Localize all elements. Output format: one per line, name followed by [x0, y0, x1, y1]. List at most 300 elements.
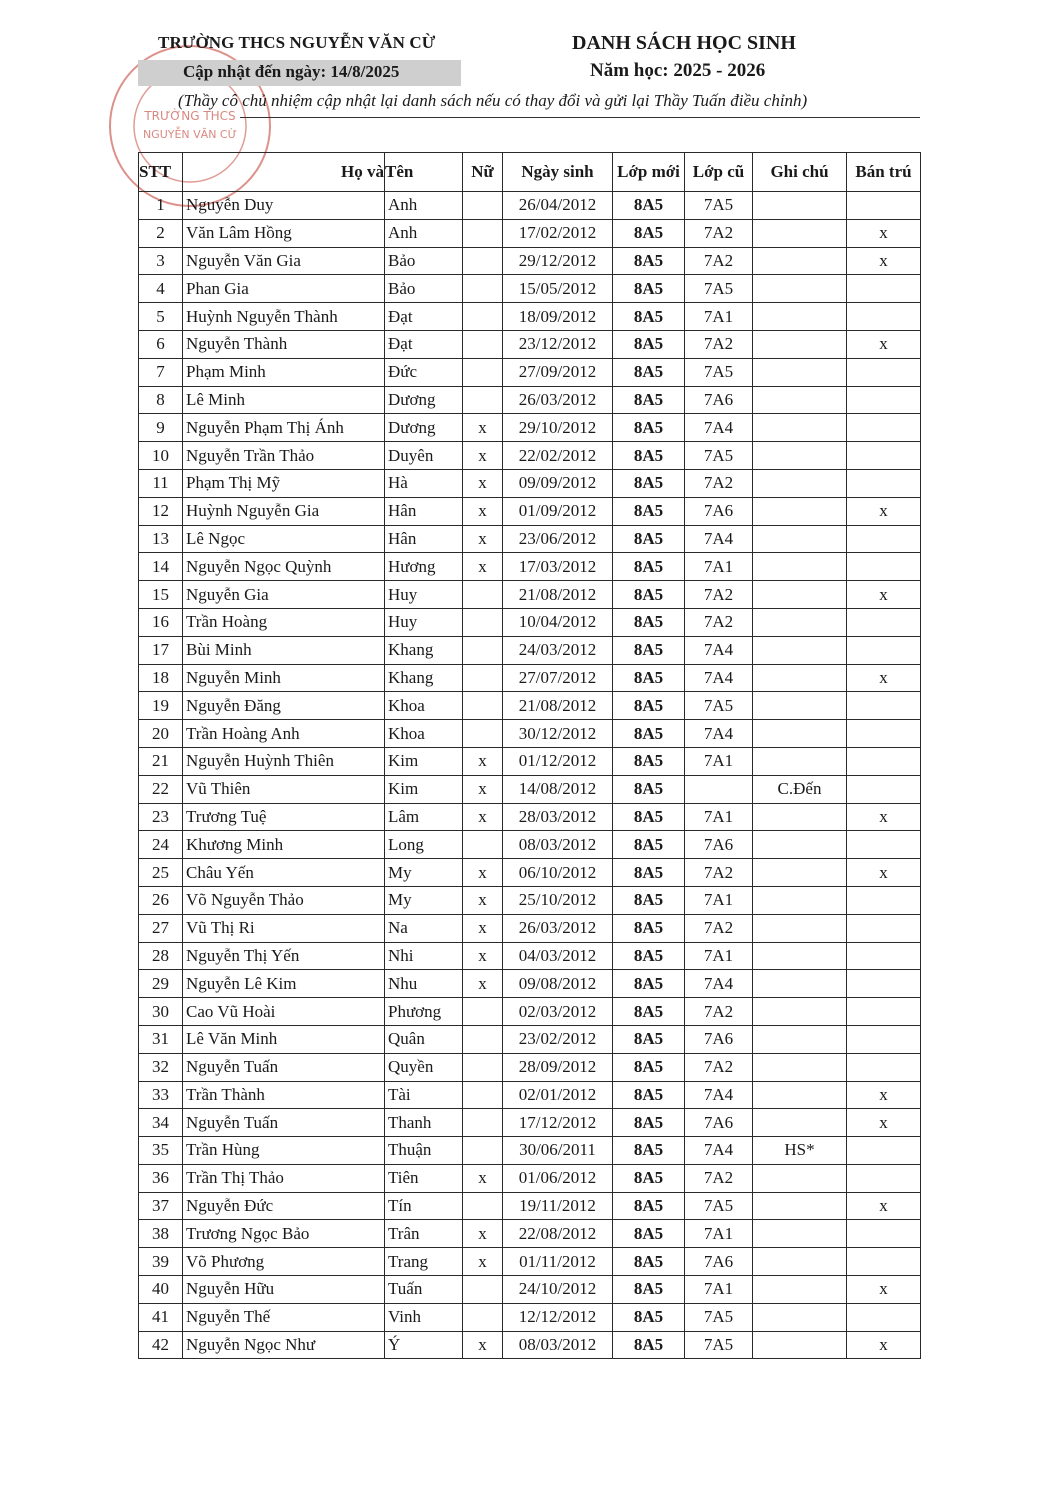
cell-lop-moi: 8A5 [613, 525, 685, 553]
cell-lop-cu: 7A1 [685, 1276, 753, 1304]
cell-ho: Nguyễn Ngọc Như [183, 1331, 385, 1359]
cell-lop-cu: 7A1 [685, 803, 753, 831]
cell-stt: 39 [139, 1248, 183, 1276]
cell-nu [463, 192, 503, 220]
cell-ho: Võ Nguyễn Thảo [183, 886, 385, 914]
cell-ban-tru [847, 275, 921, 303]
cell-stt: 2 [139, 219, 183, 247]
cell-stt: 18 [139, 664, 183, 692]
table-row [139, 664, 921, 692]
cell-nu [463, 330, 503, 358]
table-row [139, 469, 921, 497]
table-row [139, 1276, 921, 1304]
cell-ban-tru [847, 886, 921, 914]
table-header-row [139, 153, 921, 192]
cell-ngay-sinh: 30/12/2012 [503, 720, 613, 748]
cell-ho: Nguyễn Thị Yến [183, 942, 385, 970]
cell-ngay-sinh: 17/02/2012 [503, 219, 613, 247]
cell-ten: Thanh [385, 1109, 463, 1137]
cell-ngay-sinh: 19/11/2012 [503, 1192, 613, 1220]
cell-ngay-sinh: 25/10/2012 [503, 886, 613, 914]
cell-lop-cu: 7A5 [685, 442, 753, 470]
col-header-lop-cu: Lớp cũ [685, 153, 753, 192]
cell-ten: Quân [385, 1025, 463, 1053]
cell-ghi-chu [753, 970, 847, 998]
cell-nu: x [463, 442, 503, 470]
cell-ho: Nguyễn Ngọc Quỳnh [183, 553, 385, 581]
cell-lop-cu: 7A2 [685, 608, 753, 636]
cell-ngay-sinh: 09/09/2012 [503, 469, 613, 497]
cell-ban-tru [847, 386, 921, 414]
cell-ngay-sinh: 26/03/2012 [503, 914, 613, 942]
cell-lop-cu: 7A6 [685, 386, 753, 414]
cell-ghi-chu [753, 1276, 847, 1304]
cell-ho: Nguyễn Đăng [183, 692, 385, 720]
cell-ngay-sinh: 22/08/2012 [503, 1220, 613, 1248]
cell-ngay-sinh: 21/08/2012 [503, 692, 613, 720]
cell-lop-moi: 8A5 [613, 1303, 685, 1331]
cell-ngay-sinh: 17/03/2012 [503, 553, 613, 581]
cell-ten: Khang [385, 664, 463, 692]
cell-lop-cu: 7A1 [685, 553, 753, 581]
cell-nu [463, 692, 503, 720]
cell-nu [463, 1192, 503, 1220]
cell-lop-moi: 8A5 [613, 386, 685, 414]
cell-nu: x [463, 775, 503, 803]
cell-lop-cu: 7A4 [685, 525, 753, 553]
cell-ngay-sinh: 29/10/2012 [503, 414, 613, 442]
cell-lop-moi: 8A5 [613, 747, 685, 775]
cell-lop-cu: 7A2 [685, 998, 753, 1026]
cell-ghi-chu [753, 1303, 847, 1331]
cell-ngay-sinh: 27/07/2012 [503, 664, 613, 692]
cell-ten: Nhi [385, 942, 463, 970]
cell-lop-moi: 8A5 [613, 219, 685, 247]
cell-ngay-sinh: 15/05/2012 [503, 275, 613, 303]
document-title: DANH SÁCH HỌC SINH [572, 32, 796, 54]
cell-ban-tru: x [847, 1276, 921, 1304]
cell-ban-tru [847, 942, 921, 970]
cell-lop-moi: 8A5 [613, 692, 685, 720]
cell-ban-tru: x [847, 803, 921, 831]
cell-ten: My [385, 886, 463, 914]
cell-stt: 34 [139, 1109, 183, 1137]
cell-stt: 32 [139, 1053, 183, 1081]
cell-lop-moi: 8A5 [613, 275, 685, 303]
table-row [139, 720, 921, 748]
table-row [139, 1303, 921, 1331]
cell-lop-cu: 7A5 [685, 1303, 753, 1331]
cell-stt: 3 [139, 247, 183, 275]
cell-ten: Tiên [385, 1164, 463, 1192]
cell-ban-tru [847, 998, 921, 1026]
cell-stt: 12 [139, 497, 183, 525]
cell-lop-moi: 8A5 [613, 303, 685, 331]
cell-ghi-chu [753, 1220, 847, 1248]
cell-nu: x [463, 525, 503, 553]
cell-ho: Nguyễn Văn Gia [183, 247, 385, 275]
cell-ghi-chu [753, 192, 847, 220]
table-row [139, 581, 921, 609]
cell-ngay-sinh: 26/03/2012 [503, 386, 613, 414]
cell-nu [463, 608, 503, 636]
cell-ghi-chu [753, 859, 847, 887]
cell-ghi-chu [753, 469, 847, 497]
cell-ho: Phan Gia [183, 275, 385, 303]
cell-ghi-chu [753, 692, 847, 720]
table-row [139, 886, 921, 914]
cell-lop-cu: 7A4 [685, 970, 753, 998]
cell-ten: Bảo [385, 275, 463, 303]
cell-ten: Hân [385, 497, 463, 525]
cell-ban-tru [847, 414, 921, 442]
cell-ho: Châu Yến [183, 859, 385, 887]
cell-ten: Trang [385, 1248, 463, 1276]
cell-ban-tru [847, 1053, 921, 1081]
cell-ten: My [385, 859, 463, 887]
cell-ten: Tuấn [385, 1276, 463, 1304]
cell-lop-cu: 7A1 [685, 1220, 753, 1248]
cell-ban-tru [847, 1248, 921, 1276]
cell-ngay-sinh: 12/12/2012 [503, 1303, 613, 1331]
cell-nu [463, 358, 503, 386]
table-row [139, 1109, 921, 1137]
cell-lop-moi: 8A5 [613, 720, 685, 748]
cell-stt: 23 [139, 803, 183, 831]
cell-lop-moi: 8A5 [613, 608, 685, 636]
cell-ten: Trân [385, 1220, 463, 1248]
cell-ban-tru: x [847, 664, 921, 692]
cell-ban-tru [847, 636, 921, 664]
cell-ho: Huỳnh Nguyễn Thành [183, 303, 385, 331]
table-row [139, 1025, 921, 1053]
cell-ngay-sinh: 21/08/2012 [503, 581, 613, 609]
cell-ngay-sinh: 02/01/2012 [503, 1081, 613, 1109]
cell-ngay-sinh: 22/02/2012 [503, 442, 613, 470]
col-header-ghi-chu: Ghi chú [753, 153, 847, 192]
cell-ban-tru [847, 1164, 921, 1192]
cell-ngay-sinh: 23/12/2012 [503, 330, 613, 358]
table-row [139, 1081, 921, 1109]
cell-stt: 40 [139, 1276, 183, 1304]
cell-ban-tru: x [847, 1109, 921, 1137]
cell-ban-tru: x [847, 1081, 921, 1109]
cell-ngay-sinh: 01/06/2012 [503, 1164, 613, 1192]
cell-ban-tru [847, 303, 921, 331]
cell-lop-moi: 8A5 [613, 998, 685, 1026]
cell-ngay-sinh: 24/03/2012 [503, 636, 613, 664]
cell-lop-moi: 8A5 [613, 1137, 685, 1165]
cell-stt: 37 [139, 1192, 183, 1220]
cell-ngay-sinh: 18/09/2012 [503, 303, 613, 331]
cell-ten: Khoa [385, 692, 463, 720]
cell-ngay-sinh: 10/04/2012 [503, 608, 613, 636]
cell-ban-tru: x [847, 497, 921, 525]
table-row [139, 998, 921, 1026]
cell-ban-tru: x [847, 859, 921, 887]
cell-stt: 21 [139, 747, 183, 775]
table-row [139, 358, 921, 386]
cell-nu: x [463, 469, 503, 497]
cell-ten: Anh [385, 192, 463, 220]
cell-lop-cu: 7A5 [685, 192, 753, 220]
cell-ten: Quyền [385, 1053, 463, 1081]
cell-stt: 14 [139, 553, 183, 581]
table-row [139, 803, 921, 831]
stamp-line-1: TRƯỜNG THCS [144, 109, 236, 123]
cell-lop-cu: 7A5 [685, 275, 753, 303]
cell-ho: Trần Hùng [183, 1137, 385, 1165]
col-header-lop-moi: Lớp mới [613, 153, 685, 192]
cell-nu: x [463, 803, 503, 831]
cell-nu [463, 581, 503, 609]
cell-ten: Đạt [385, 303, 463, 331]
cell-ten: Kim [385, 775, 463, 803]
table-row [139, 247, 921, 275]
cell-ngay-sinh: 28/09/2012 [503, 1053, 613, 1081]
cell-nu [463, 664, 503, 692]
cell-ho: Vũ Thị Ri [183, 914, 385, 942]
cell-lop-moi: 8A5 [613, 1025, 685, 1053]
cell-nu: x [463, 970, 503, 998]
table-row [139, 859, 921, 887]
cell-lop-moi: 8A5 [613, 330, 685, 358]
cell-ghi-chu [753, 581, 847, 609]
cell-stt: 30 [139, 998, 183, 1026]
cell-ho: Lê Văn Minh [183, 1025, 385, 1053]
cell-stt: 15 [139, 581, 183, 609]
table-row [139, 192, 921, 220]
cell-stt: 33 [139, 1081, 183, 1109]
cell-lop-cu: 7A4 [685, 664, 753, 692]
cell-ban-tru: x [847, 330, 921, 358]
update-date: Cập nhật đến ngày: 14/8/2025 [183, 62, 400, 81]
cell-ghi-chu [753, 664, 847, 692]
cell-stt: 13 [139, 525, 183, 553]
cell-nu: x [463, 1220, 503, 1248]
table-row [139, 1164, 921, 1192]
cell-ghi-chu [753, 886, 847, 914]
cell-stt: 6 [139, 330, 183, 358]
cell-ten: Dương [385, 386, 463, 414]
instruction-note: (Thầy cô chủ nhiệm cập nhật lại danh sách nếu có thay đổi và gửi lại Thầy Tuấn điều chỉnh) [178, 91, 808, 110]
cell-lop-cu: 7A1 [685, 886, 753, 914]
cell-ho: Nguyễn Phạm Thị Ánh [183, 414, 385, 442]
cell-lop-moi: 8A5 [613, 970, 685, 998]
cell-ghi-chu [753, 914, 847, 942]
cell-ghi-chu [753, 275, 847, 303]
cell-ngay-sinh: 04/03/2012 [503, 942, 613, 970]
table-body [139, 192, 921, 1359]
cell-ngay-sinh: 29/12/2012 [503, 247, 613, 275]
cell-lop-cu: 7A1 [685, 303, 753, 331]
cell-ten: Đức [385, 358, 463, 386]
cell-ban-tru [847, 469, 921, 497]
cell-lop-cu: 7A2 [685, 219, 753, 247]
cell-ghi-chu [753, 414, 847, 442]
cell-nu: x [463, 553, 503, 581]
cell-lop-moi: 8A5 [613, 247, 685, 275]
cell-nu: x [463, 859, 503, 887]
cell-ten: Tín [385, 1192, 463, 1220]
cell-stt: 7 [139, 358, 183, 386]
cell-ghi-chu [753, 720, 847, 748]
cell-nu: x [463, 1248, 503, 1276]
cell-ghi-chu [753, 636, 847, 664]
cell-nu [463, 219, 503, 247]
cell-lop-moi: 8A5 [613, 942, 685, 970]
cell-ban-tru [847, 553, 921, 581]
cell-ban-tru [847, 1303, 921, 1331]
cell-stt: 36 [139, 1164, 183, 1192]
cell-ngay-sinh: 08/03/2012 [503, 831, 613, 859]
cell-ngay-sinh: 23/02/2012 [503, 1025, 613, 1053]
cell-ghi-chu [753, 1248, 847, 1276]
cell-ghi-chu [753, 247, 847, 275]
table-row [139, 775, 921, 803]
cell-ten: Nhu [385, 970, 463, 998]
cell-ban-tru [847, 1220, 921, 1248]
cell-lop-moi: 8A5 [613, 469, 685, 497]
col-header-ngay-sinh: Ngày sinh [503, 153, 613, 192]
cell-nu: x [463, 1164, 503, 1192]
cell-ten: Đạt [385, 330, 463, 358]
table-row [139, 831, 921, 859]
col-header-nu: Nữ [463, 153, 503, 192]
cell-stt: 24 [139, 831, 183, 859]
cell-ho: Cao Vũ Hoài [183, 998, 385, 1026]
cell-lop-moi: 8A5 [613, 1331, 685, 1359]
cell-ngay-sinh: 17/12/2012 [503, 1109, 613, 1137]
cell-nu [463, 831, 503, 859]
cell-lop-cu: 7A5 [685, 1192, 753, 1220]
table-row [139, 1137, 921, 1165]
cell-ban-tru: x [847, 219, 921, 247]
cell-ghi-chu [753, 942, 847, 970]
cell-ghi-chu [753, 1025, 847, 1053]
cell-ho: Trương Ngọc Bảo [183, 1220, 385, 1248]
cell-nu [463, 275, 503, 303]
cell-ban-tru [847, 914, 921, 942]
cell-ho: Nguyễn Duy [183, 192, 385, 220]
cell-nu: x [463, 414, 503, 442]
cell-ho: Trần Hoàng Anh [183, 720, 385, 748]
table-row [139, 330, 921, 358]
cell-lop-moi: 8A5 [613, 358, 685, 386]
cell-lop-cu: 7A4 [685, 414, 753, 442]
cell-ban-tru [847, 970, 921, 998]
cell-ten: Kim [385, 747, 463, 775]
cell-ten: Duyên [385, 442, 463, 470]
table-row [139, 1192, 921, 1220]
school-name: TRƯỜNG THCS NGUYỄN VĂN CỪ [158, 33, 436, 52]
student-table [138, 152, 921, 1359]
cell-stt: 25 [139, 859, 183, 887]
cell-lop-moi: 8A5 [613, 192, 685, 220]
cell-ban-tru [847, 358, 921, 386]
cell-stt: 8 [139, 386, 183, 414]
cell-ghi-chu [753, 1081, 847, 1109]
cell-lop-moi: 8A5 [613, 1053, 685, 1081]
cell-stt: 28 [139, 942, 183, 970]
cell-ghi-chu [753, 330, 847, 358]
cell-lop-cu: 7A6 [685, 1025, 753, 1053]
cell-lop-cu: 7A5 [685, 1331, 753, 1359]
table-row [139, 553, 921, 581]
cell-lop-cu: 7A2 [685, 581, 753, 609]
cell-ghi-chu [753, 1192, 847, 1220]
cell-ban-tru: x [847, 1331, 921, 1359]
cell-stt: 20 [139, 720, 183, 748]
cell-ghi-chu [753, 358, 847, 386]
cell-ghi-chu: HS* [753, 1137, 847, 1165]
cell-lop-cu: 7A2 [685, 247, 753, 275]
cell-nu: x [463, 497, 503, 525]
cell-ghi-chu [753, 553, 847, 581]
col-header-ho: Họ và [183, 153, 385, 192]
table-row [139, 1248, 921, 1276]
cell-ghi-chu [753, 1053, 847, 1081]
cell-ho: Lê Minh [183, 386, 385, 414]
cell-ghi-chu [753, 803, 847, 831]
table-row [139, 442, 921, 470]
cell-lop-cu: 7A2 [685, 859, 753, 887]
cell-nu [463, 1303, 503, 1331]
cell-lop-moi: 8A5 [613, 1081, 685, 1109]
cell-ho: Khương Minh [183, 831, 385, 859]
cell-ban-tru [847, 1025, 921, 1053]
cell-stt: 31 [139, 1025, 183, 1053]
cell-ho: Phạm Minh [183, 358, 385, 386]
col-header-stt: STT [139, 153, 183, 192]
cell-ban-tru: x [847, 581, 921, 609]
cell-nu [463, 386, 503, 414]
table-row [139, 1053, 921, 1081]
table-row [139, 942, 921, 970]
cell-ghi-chu [753, 1331, 847, 1359]
cell-nu [463, 1025, 503, 1053]
cell-lop-moi: 8A5 [613, 497, 685, 525]
cell-ho: Lê Ngọc [183, 525, 385, 553]
cell-lop-moi: 8A5 [613, 831, 685, 859]
cell-stt: 35 [139, 1137, 183, 1165]
cell-ghi-chu [753, 608, 847, 636]
cell-stt: 11 [139, 469, 183, 497]
cell-ghi-chu [753, 442, 847, 470]
cell-ban-tru [847, 720, 921, 748]
cell-lop-cu: 7A2 [685, 914, 753, 942]
cell-lop-moi: 8A5 [613, 1220, 685, 1248]
cell-ngay-sinh: 26/04/2012 [503, 192, 613, 220]
cell-lop-moi: 8A5 [613, 553, 685, 581]
table-row [139, 525, 921, 553]
cell-lop-cu: 7A4 [685, 1137, 753, 1165]
cell-ten: Dương [385, 414, 463, 442]
cell-ten: Long [385, 831, 463, 859]
cell-lop-cu: 7A6 [685, 831, 753, 859]
cell-ho: Nguyễn Thế [183, 1303, 385, 1331]
cell-stt: 22 [139, 775, 183, 803]
table-row [139, 303, 921, 331]
cell-lop-cu: 7A1 [685, 942, 753, 970]
cell-stt: 4 [139, 275, 183, 303]
cell-stt: 38 [139, 1220, 183, 1248]
cell-nu [463, 247, 503, 275]
cell-ghi-chu [753, 303, 847, 331]
cell-ban-tru [847, 192, 921, 220]
cell-ban-tru: x [847, 1192, 921, 1220]
cell-ngay-sinh: 01/11/2012 [503, 1248, 613, 1276]
